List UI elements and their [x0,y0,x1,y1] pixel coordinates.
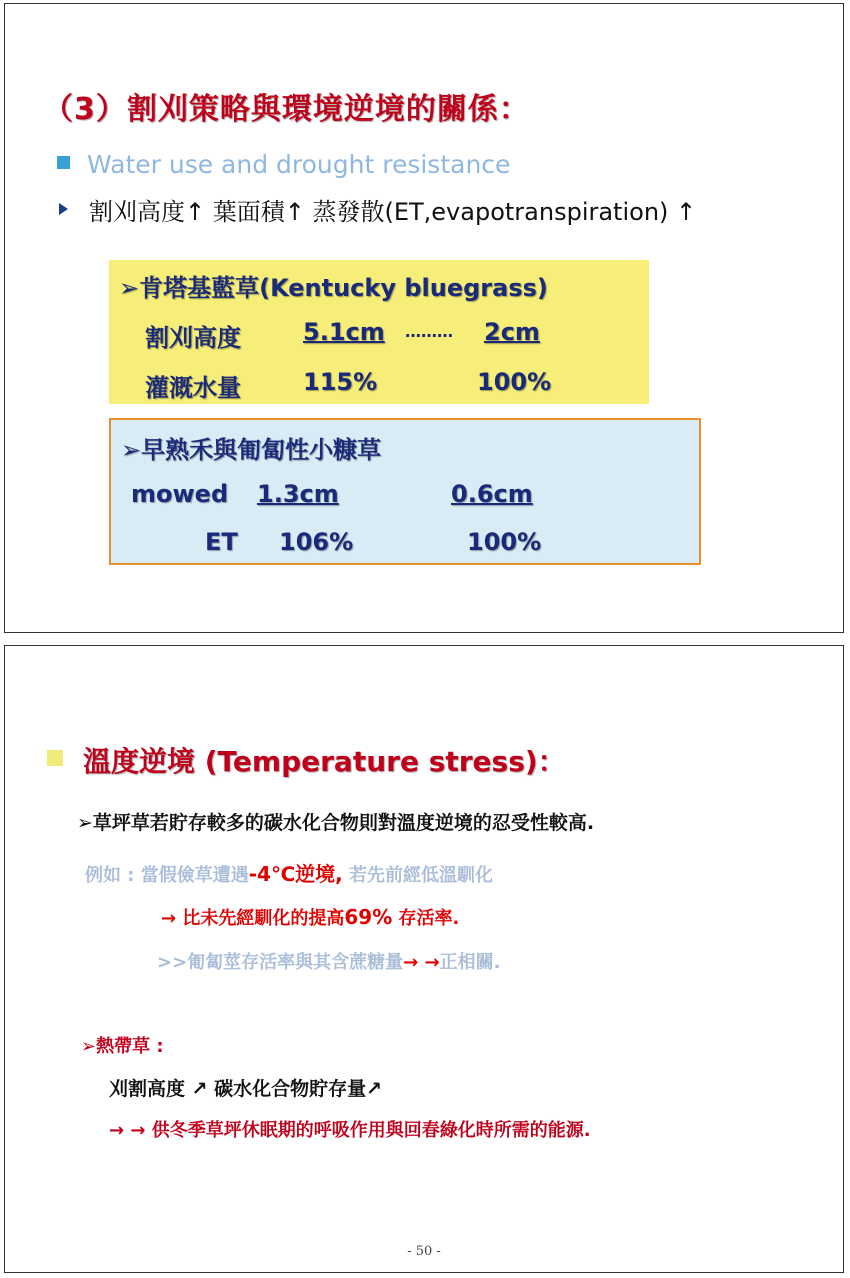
mowed-label: mowed [131,480,229,508]
bluegrass-bentgrass-box [109,418,701,565]
blue-box-title: ➢早熟禾與匍匐性小糠草 [121,436,382,464]
square-bullet-yellow-icon [47,750,63,766]
example-line [85,858,493,887]
bullet-heading: Water use and drought resistance [87,150,511,179]
slide-2 [4,645,844,1273]
kentucky-bluegrass-box [109,260,649,404]
sub-line: 割刈高度↑ 葉面積↑ 蒸發散(ET,evapotranspiration) ↑ [89,198,697,226]
example-temperature: -4℃逆境, [248,862,343,886]
et-label: ET [205,528,238,556]
mow-height-value-2: 2cm [484,318,540,346]
mowed-value-2: 0.6cm [451,480,533,508]
result-line [161,904,459,930]
yellow-box-title: ➢肯塔基藍草(Kentucky bluegrass) [119,274,548,302]
example-text-a: 例如 : 當假儉草遭遇 [85,865,249,886]
bullet-square [57,154,70,173]
carbohydrate-line: ➢草坪草若貯存較多的碳水化合物則對溫度逆境的忍受性較高. [77,812,595,834]
bullet-arrow [59,200,68,219]
tropical-heading: ➢熱帶草 : [81,1036,164,1057]
result-text-b: 存活率. [392,908,460,929]
dots: ……… [405,322,453,341]
irrigation-value-1: 115% [303,368,378,396]
slide-1 [4,3,844,633]
et-value-2: 100% [467,528,542,556]
page-number: - 50 - [407,1244,441,1259]
tropical-line: 刈割高度 ↗ 碳水化合物貯存量↗ [109,1078,383,1100]
square-bullet-icon [57,156,70,169]
example-text-b: 若先前經低溫馴化 [342,865,494,886]
correlation-arrows: → → [403,952,440,973]
correlation-line [157,948,500,974]
result-percent: 69% [344,905,393,929]
mowed-value-1: 1.3cm [257,480,339,508]
mow-height-value-1: 5.1cm [303,318,385,346]
mow-height-label: 割刈高度 [145,324,241,352]
arrowhead-bullet-icon [59,203,68,215]
bullet-square-yellow [47,750,63,770]
slide-title: （3）割刈策略與環境逆境的關係： [43,92,530,127]
et-value-1: 106% [279,528,354,556]
irrigation-value-2: 100% [477,368,552,396]
correlation-text-a: >>匍匐莖存活率與其含蔗糖量 [157,952,404,973]
correlation-text-b: 正相關. [439,952,501,973]
irrigation-label: 灌溉水量 [145,374,241,402]
temperature-heading: 溫度逆境 (Temperature stress)： [83,745,566,778]
tropical-result: → → 供冬季草坪休眠期的呼吸作用與回春綠化時所需的能源. [109,1120,591,1141]
result-text-a: → 比未先經馴化的提高 [161,908,345,929]
